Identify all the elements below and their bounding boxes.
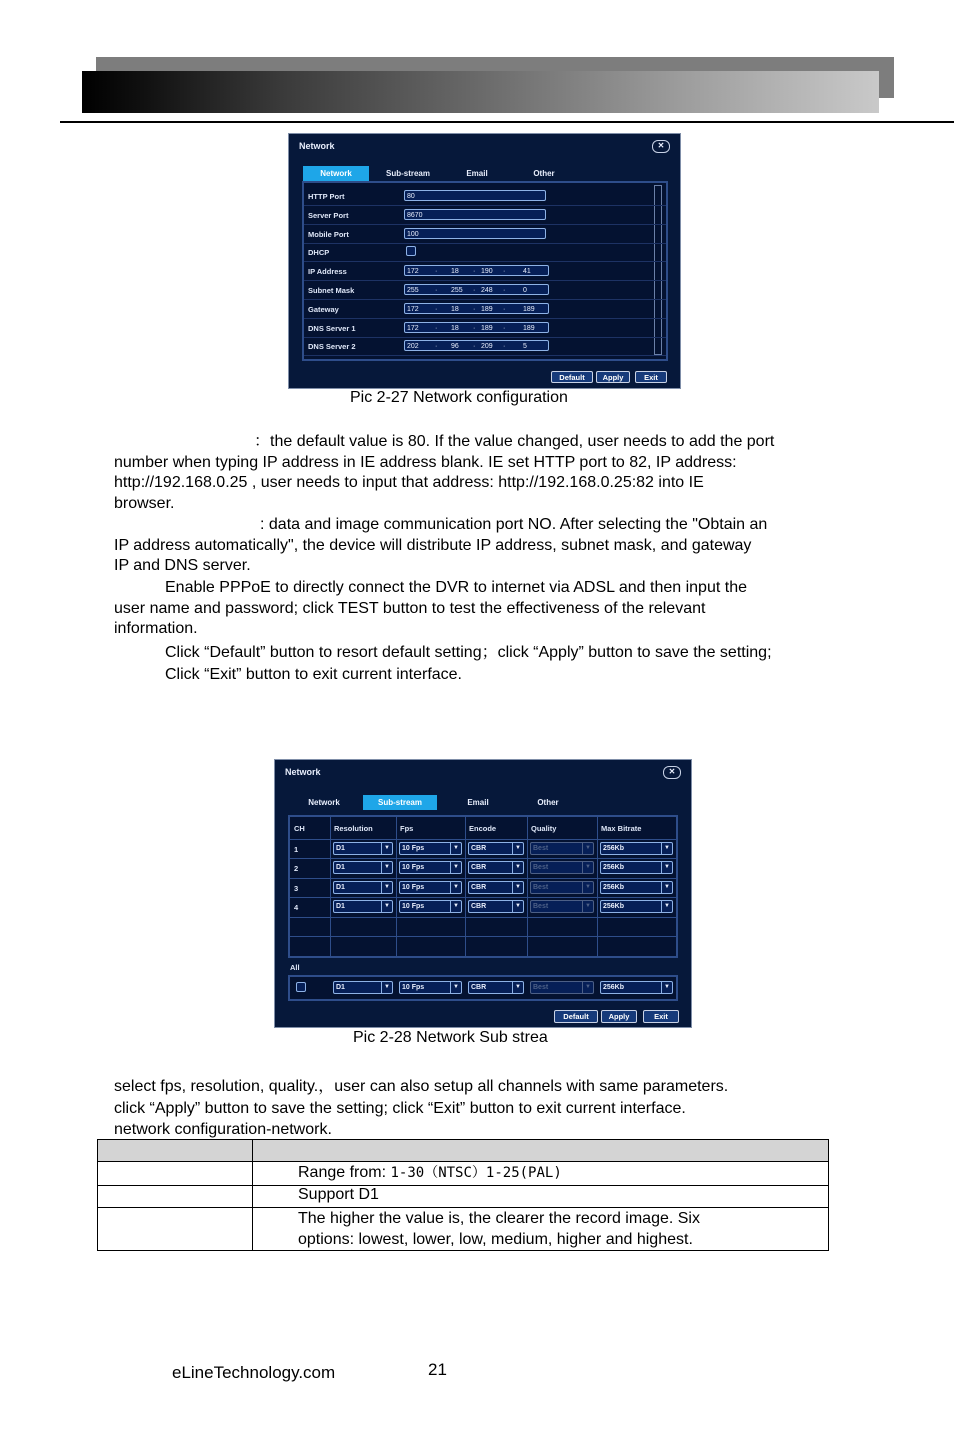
text-line: user name and password; click TEST button to test the effectiveness of the relevant (114, 599, 706, 617)
all-res-select[interactable] (333, 981, 393, 994)
chevron-down-icon: ▼ (512, 862, 523, 873)
res-value: D1 (336, 864, 345, 871)
res-value: D1 (336, 984, 345, 991)
chevron-down-icon: ▼ (450, 843, 461, 854)
footer-site: eLineTechnology.com (172, 1363, 336, 1382)
chevron-down-icon: ▼ (661, 882, 672, 893)
text-line: network configuration-network. (114, 1121, 332, 1138)
fps-select[interactable] (399, 861, 462, 874)
chevron-down-icon: ▼ (450, 901, 461, 912)
table-row (98, 1162, 829, 1186)
field-input[interactable]: 100 (404, 228, 546, 239)
ip-input[interactable] (404, 284, 549, 295)
table-cell-desc (253, 1208, 829, 1251)
ip-octet: 172 (407, 324, 419, 332)
ip-octet: 5 (523, 343, 527, 351)
field-input[interactable]: 80 (404, 190, 546, 201)
ip-dot: · (473, 343, 476, 351)
enc-select[interactable] (468, 861, 524, 874)
text-line: IP and DNS server. (114, 557, 251, 574)
ip-input[interactable] (404, 322, 549, 333)
ip-octet: 18 (451, 268, 459, 276)
ip-octet: 189 (481, 305, 493, 313)
tab-network[interactable]: Network (308, 798, 340, 807)
field-label: DHCP (308, 248, 330, 258)
fps-value: 10 Fps (402, 883, 425, 891)
ip-octet: 255 (407, 287, 419, 294)
ip-input[interactable] (404, 265, 549, 276)
enc-value: CBR (471, 883, 487, 891)
text-line: select fps, resolution, quality.，user can also setup all channels with same parameters. (114, 1078, 729, 1095)
ip-octet: 189 (523, 324, 535, 332)
column-header: Max Bitrate (601, 824, 642, 833)
field-row (304, 281, 666, 300)
column-header: Resolution (334, 824, 373, 833)
qual-value: Best (533, 864, 549, 871)
enc-value: CBR (471, 844, 487, 852)
grid-line (290, 917, 676, 918)
table-cell-name (98, 1186, 253, 1208)
default-button[interactable]: Default (554, 1010, 598, 1023)
text-line: ：the default value is 80. If the value changed, user needs to add the port (254, 433, 775, 450)
bitrate-select[interactable] (600, 842, 673, 855)
chevron-down-icon: ▼ (381, 982, 392, 993)
caption-pic-2-28: Pic 2-28 Network Sub strea (353, 1029, 548, 1046)
chevron-down-icon: ▼ (661, 843, 672, 854)
network-config-window (288, 133, 681, 389)
ip-octet: 41 (523, 268, 531, 276)
field-row (304, 206, 666, 225)
page-number: 21 (428, 1360, 447, 1379)
ip-dot: · (473, 287, 476, 294)
enc-select[interactable] (468, 881, 524, 894)
tab-other[interactable]: Other (537, 798, 559, 807)
chevron-down-icon: ▼ (582, 982, 593, 993)
res-value: D1 (336, 844, 345, 852)
ip-octet: 255 (451, 287, 463, 294)
chevron-down-icon: ▼ (512, 843, 523, 854)
header-rule (60, 121, 954, 123)
dhcp-checkbox[interactable] (406, 246, 416, 256)
field-label: Mobile Port (308, 229, 349, 239)
field-row (304, 300, 666, 319)
enc-select[interactable] (468, 842, 524, 855)
range-text: Range from: (298, 1164, 391, 1181)
channel-number: 2 (294, 864, 299, 873)
window-title: Network (299, 141, 335, 151)
all-channels-panel (288, 975, 678, 1001)
paragraph-server-port (114, 515, 854, 577)
chevron-down-icon: ▼ (381, 843, 392, 854)
field-row (304, 225, 666, 244)
ip-octet: 248 (481, 287, 493, 294)
chevron-down-icon: ▼ (381, 862, 392, 873)
field-label: DNS Server 1 (308, 323, 356, 333)
close-icon[interactable]: ✕ (652, 140, 670, 153)
table-cell-name (98, 1208, 253, 1251)
ip-dot: · (435, 268, 438, 276)
res-select[interactable] (333, 900, 393, 913)
column-header: CH (294, 824, 305, 833)
ip-input[interactable] (404, 303, 549, 314)
fps-select[interactable] (399, 881, 462, 894)
chevron-down-icon: ▼ (661, 862, 672, 873)
field-row (304, 187, 666, 206)
ip-octet: 96 (451, 343, 459, 351)
substream-spec-table (97, 1139, 829, 1251)
chevron-down-icon: ▼ (582, 882, 593, 893)
bitrate-select[interactable] (600, 861, 673, 874)
text-line: Click “Exit” button to exit current interface. (165, 666, 462, 683)
fps-value: 10 Fps (402, 984, 425, 991)
ip-octet: 18 (451, 324, 459, 332)
qual-value: Best (533, 883, 549, 891)
tab-email[interactable]: Email (466, 169, 488, 178)
ip-dot: · (503, 324, 506, 332)
qual-value: Best (533, 903, 549, 910)
chevron-down-icon: ▼ (450, 862, 461, 873)
table-header-row (98, 1140, 829, 1162)
fps-select[interactable] (399, 842, 462, 855)
table-cell-desc (253, 1162, 829, 1186)
table-row (98, 1186, 829, 1208)
network-substream-window (274, 759, 692, 1028)
text-line: click “Apply” button to save the setting; click “Exit” button to exit current interface. (114, 1100, 686, 1117)
chevron-down-icon: ▼ (582, 843, 593, 854)
fps-value: 10 Fps (402, 903, 425, 910)
enc-value: CBR (471, 903, 487, 910)
paragraph-pppoe (114, 578, 854, 640)
chevron-down-icon: ▼ (512, 982, 523, 993)
tab-sub-stream[interactable]: Sub-stream (363, 795, 437, 810)
field-row (304, 243, 666, 262)
field-input[interactable]: 8670 (404, 209, 546, 220)
res-value: D1 (336, 883, 345, 891)
bitrate-value: 256Kb (603, 984, 625, 991)
grid-line (290, 839, 676, 840)
ip-octet: 189 (523, 305, 535, 313)
field-label: IP Address (308, 267, 347, 277)
apply-button[interactable]: Apply (596, 371, 630, 383)
ip-dot: · (503, 268, 506, 276)
bitrate-select[interactable] (600, 881, 673, 894)
field-label: Subnet Mask (308, 286, 355, 295)
caption-pic-2-27: Pic 2-27 Network configuration (350, 389, 568, 406)
text-line: IP address automatically", the device will distribute IP address, subnet mask, and gateway (114, 536, 752, 554)
qual-select (530, 881, 594, 894)
res-value: D1 (336, 903, 345, 910)
chevron-down-icon: ▼ (661, 901, 672, 912)
desc-line: options: lowest, lower, low, medium, higher and highest. (298, 1231, 693, 1248)
field-row (304, 319, 666, 338)
default-button[interactable]: Default (551, 371, 593, 383)
enc-value: CBR (471, 984, 487, 991)
text-line: number when typing IP address in IE address blank. IE set HTTP port to 82, IP address: (114, 453, 737, 471)
table-header-cell (253, 1140, 829, 1162)
chevron-down-icon: ▼ (661, 982, 672, 993)
bitrate-value: 256Kb (603, 844, 625, 852)
chevron-down-icon: ▼ (582, 862, 593, 873)
text-line: http://192.168.0.25 , user needs to input that address: http://192.168.0.25:82 into IE (114, 474, 704, 491)
tab-network[interactable]: Network (303, 166, 369, 181)
tab-other[interactable]: Other (533, 169, 555, 178)
res-select[interactable] (333, 881, 393, 894)
window-title: Network (285, 767, 321, 777)
text-line: Click “Default” button to resort default setting；click “Apply” button to save the setting; (165, 644, 772, 661)
res-select[interactable] (333, 861, 393, 874)
qual-select (530, 900, 594, 913)
table-cell-name (98, 1162, 253, 1186)
exit-button[interactable]: Exit (635, 371, 667, 383)
ip-octet: 172 (407, 268, 419, 276)
close-icon[interactable]: ✕ (663, 766, 681, 779)
ip-input[interactable] (404, 340, 549, 351)
paragraph-http-port (114, 432, 854, 514)
ip-dot: · (435, 287, 438, 294)
field-label: Gateway (308, 304, 339, 314)
chevron-down-icon: ▼ (512, 901, 523, 912)
enc-select[interactable] (468, 900, 524, 913)
channel-number: 4 (294, 903, 299, 912)
text-line: browser. (114, 494, 175, 512)
ip-dot: · (473, 324, 476, 332)
grid-line (290, 858, 676, 859)
column-header: Fps (400, 824, 414, 833)
all-bitrate-select[interactable] (600, 981, 673, 994)
all-fps-select[interactable] (399, 981, 462, 994)
res-select[interactable] (333, 842, 393, 855)
apply-button[interactable]: Apply (601, 1010, 637, 1023)
fps-select[interactable] (399, 900, 462, 913)
substream-grid-panel (288, 815, 678, 958)
ip-dot: · (503, 287, 506, 294)
chevron-down-icon: ▼ (381, 901, 392, 912)
bitrate-value: 256Kb (603, 903, 625, 910)
ip-octet: 202 (407, 343, 419, 351)
chevron-down-icon: ▼ (450, 982, 461, 993)
chevron-down-icon: ▼ (381, 882, 392, 893)
ip-octet: 189 (481, 324, 493, 332)
ip-dot: · (473, 268, 476, 276)
channel-number: 3 (294, 883, 299, 893)
channel-number: 1 (294, 844, 299, 854)
grid-line (290, 897, 676, 898)
text-line: Enable PPPoE to directly connect the DVR to internet via ADSL and then input the (165, 579, 747, 596)
ip-dot: · (503, 343, 506, 351)
tab-sub-stream[interactable]: Sub-stream (385, 169, 430, 178)
field-row (304, 262, 666, 281)
network-fields-panel (302, 181, 668, 361)
tab-email[interactable]: Email (467, 798, 489, 807)
bitrate-value: 256Kb (603, 883, 625, 891)
ip-octet: 190 (481, 268, 493, 276)
column-header: Encode (469, 824, 497, 833)
qual-value: Best (533, 844, 549, 852)
bitrate-select[interactable] (600, 900, 673, 913)
all-qual-select (530, 981, 594, 994)
header-band-gradient (82, 71, 879, 113)
ip-dot: · (435, 324, 438, 332)
table-header-cell (98, 1140, 253, 1162)
ip-octet: 0 (523, 287, 527, 294)
column-header: Quality (531, 824, 557, 833)
all-checkbox[interactable] (296, 982, 306, 992)
grid-line (290, 936, 676, 937)
ip-dot: · (503, 305, 506, 313)
ip-dot: · (473, 305, 476, 313)
range-values: 1-30（NTSC）1-25(PAL) (390, 1165, 562, 1181)
ip-octet: 209 (481, 343, 493, 351)
field-row (304, 337, 666, 356)
grid-line (290, 878, 676, 879)
fps-value: 10 Fps (402, 864, 425, 871)
table-row (98, 1208, 829, 1251)
all-label: All (290, 963, 300, 972)
bitrate-value: 256Kb (603, 864, 625, 871)
ip-octet: 18 (451, 305, 459, 313)
qual-select (530, 842, 594, 855)
field-label: Server Port (308, 210, 349, 220)
ip-dot: · (435, 305, 438, 313)
desc-line: The higher the value is, the clearer the record image. Six (298, 1210, 700, 1227)
qual-value: Best (533, 984, 549, 991)
chevron-down-icon: ▼ (512, 882, 523, 893)
text-line: : data and image communication port NO. After selecting the "Obtain an (260, 516, 768, 533)
text-line: information. (114, 620, 198, 637)
field-label: HTTP Port (308, 192, 345, 201)
enc-value: CBR (471, 864, 487, 871)
chevron-down-icon: ▼ (582, 901, 593, 912)
paragraph-substream (114, 1076, 854, 1140)
chevron-down-icon: ▼ (450, 882, 461, 893)
fps-value: 10 Fps (402, 844, 425, 852)
field-label: DNS Server 2 (308, 342, 356, 352)
ip-octet: 172 (407, 305, 419, 313)
ip-dot: · (435, 343, 438, 351)
qual-select (530, 861, 594, 874)
paragraph-buttons (114, 642, 854, 686)
exit-button[interactable]: Exit (643, 1010, 679, 1023)
all-enc-select[interactable] (468, 981, 524, 994)
table-cell-desc: Support D1 (253, 1186, 829, 1208)
